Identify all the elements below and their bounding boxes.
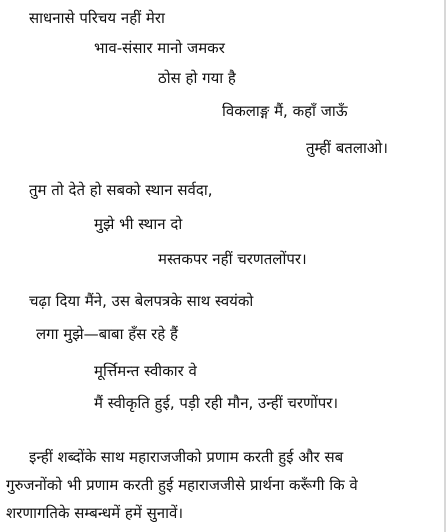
poem-line: साधनासे परिचय नहीं मेरा [29, 9, 165, 27]
poem-line: ठोस हो गया है [158, 69, 236, 87]
poem-line: लगा मुझे—बाबा हँस रहे हैं [36, 325, 178, 343]
poem-line: मैं स्वीकृति हुई, पड़ी रही मौन, उन्हीं चरणोंपर। [94, 394, 339, 412]
poem-line: तुम्हीं बतलाओ। [306, 139, 388, 157]
poem-line: चढ़ा दिया मैंने, उस बेलपत्रके साथ स्वयंको [29, 292, 254, 310]
poem-line: विकलाङ्ग मैं, कहाँ जाऊँ [222, 102, 348, 120]
poem-line: भाव-संसार मानो जमकर [94, 39, 225, 57]
poem-line: मूर्त्तिमन्त स्वीकार वे [94, 362, 197, 380]
prose-line: शरणागतिके सम्बन्धमें हमें सुनावें। [6, 504, 184, 522]
prose-line: गुरुजनोंको भी प्रणाम करती हुई महाराजजीसे प्रार्थना करूँगी कि वे [6, 476, 358, 494]
poem-line: मुझे भी स्थान दो [94, 215, 183, 233]
prose-line: इन्हीं शब्दोंके साथ महाराजजीको प्रणाम करती हुई और सब [29, 448, 344, 466]
poem-line: तुम तो देते हो सबको स्थान सर्वदा, [29, 181, 213, 199]
poem-line: मस्तकपर नहीं चरणतलोंपर। [158, 250, 307, 268]
